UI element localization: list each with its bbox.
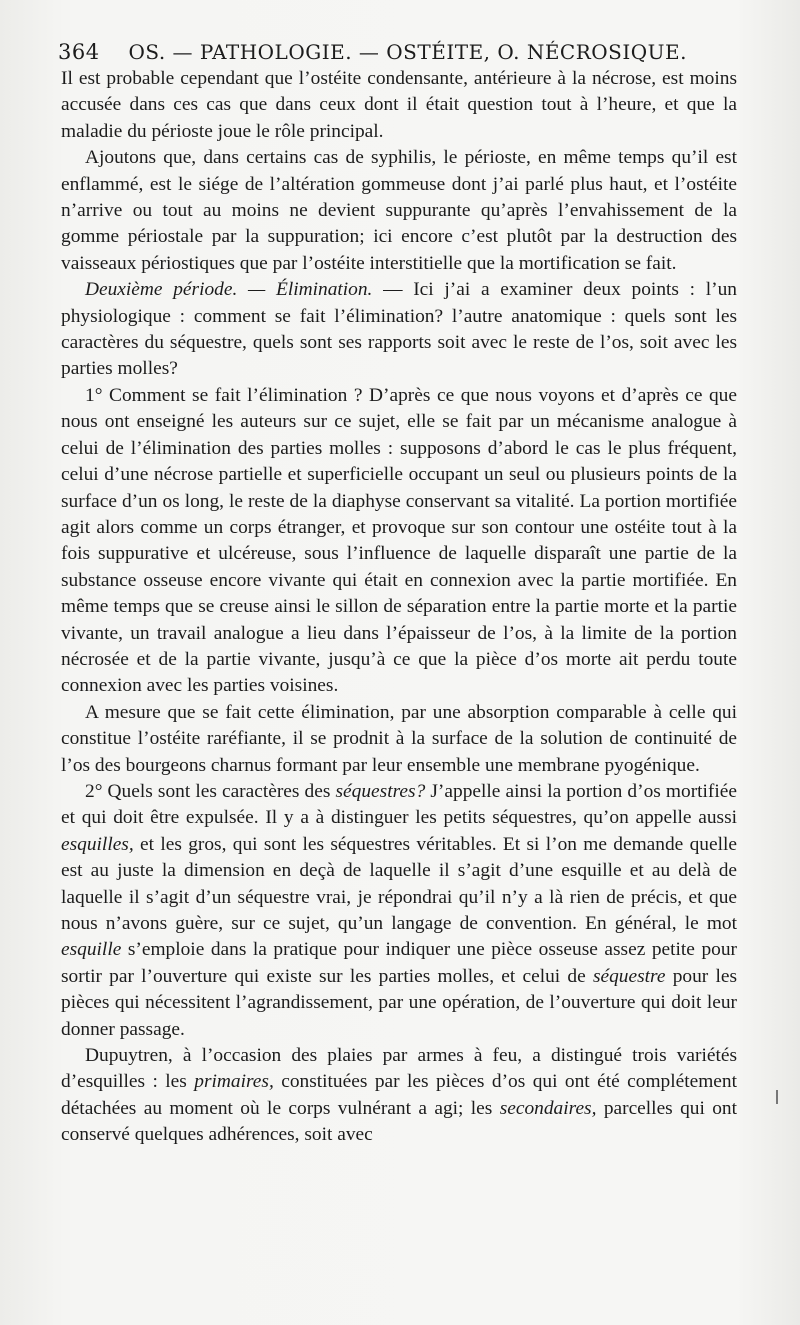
paragraph-p1: [61, 66, 737, 145]
paragraph-p7: [61, 1043, 737, 1149]
italic-term: secondaires,: [499, 1097, 597, 1119]
italic-term: esquille: [61, 939, 122, 961]
text-run: s’emploie dans la pratique pour indiquer une pièce osseuse assez petite pour sortir par l’ouverture qui existe sur les parties molles, et celui de: [61, 939, 737, 987]
text-run: 1° Comment se fait l’élimination ? D’après ce que nous voyons et d’après ce que nous ont enseigné les auteurs sur ce sujet, elle se fait par un mécanisme analogue à celui de l’élimination des parties molles : supposons d’abord le cas le plus fréquent, celui d’une nécrose partielle et superficielle occupant un seul ou plusieurs points de la surface d’un os long, le reste de la diaphyse conservant sa vitalité. La portion mortifiée agit alors comme un corps étranger, et provoque sur son contour une ostéite tout à la fois suppurative et ulcéreuse, sous l’influence de laquelle disparaît une partie de la substance osseuse encore vivante qui était en connexion avec la partie mortifiée. En même temps que se creuse ainsi le sillon de séparation entre la partie morte et la partie vivante, un travail analogue a lieu dans l’épaisseur de l’os, à la limite de la portion nécrosée et de la partie vivante, jusqu’à ce que la pièce d’os morte ait perdu toute connexion avec les parties voisines.: [61, 384, 737, 697]
italic-term: Deuxième période. — Élimination.: [85, 279, 373, 301]
text-run: Il est probable cependant que l’ostéite condensante, antérieure à la nécrose, est moins accusée dans ces cas que dans ceux dont il était question tout à l’heure, et que la maladie du périoste joue le rôle principal.: [61, 68, 737, 142]
text-run: Dupuytren, à l’occasion des plaies par armes à feu, a distingué trois variétés d’esquilles : les: [61, 1045, 737, 1093]
italic-term: séquestres?: [335, 780, 426, 802]
text-run: — Ici j’ai a examiner deux points : l’un physiologique : comment se fait l’élimination? l’autre anatomique : quels sont les caractères du séquestre, quels sont ses rapports soit avec le reste de l’os, soit avec les parties molles?: [61, 279, 737, 380]
paragraph-p3: [61, 277, 737, 383]
text-run: 2° Quels sont les caractères des: [85, 780, 336, 802]
italic-term: esquilles,: [61, 833, 134, 855]
body-text: [61, 66, 737, 1149]
running-header: [58, 40, 748, 64]
paragraph-p5: [61, 700, 737, 779]
text-run: parcelles qui ont conservé quelques adhérences, soit avec: [61, 1097, 737, 1146]
text-run: constituées par les pièces d’os qui ont été complétement détachées au moment où le corps vulnérant a agi; les: [61, 1071, 737, 1119]
text-run: et les gros, qui sont les séquestres véritables. Et si l’on me demande quelle est au juste la dimension en deçà de laquelle il s’agit d’une esquille et au delà de laquelle il s’agit d’un séquestre vrai, je répondrai qu’il n’y a là rien de précis, et que nous n’avons guère, sur ce sujet, qu’un langage de convention. En général, le mot: [61, 833, 737, 934]
italic-term: primaires,: [194, 1071, 274, 1093]
paragraph-p2: [61, 145, 737, 277]
text-run: Ajoutons que, dans certains cas de syphilis, le périoste, en même temps qu’il est enflammé, est le siége de l’altération gommeuse dont j’ai parlé plus haut, et l’ostéite n’arrive ou tout au moins ne devient suppurante qu’après l’envahissement de la gomme périostale par la suppuration; ici encore c’est plutôt par la destruction des vaisseaux périostiques que par l’ostéite interstitielle que la mortification se fait.: [61, 147, 737, 274]
paragraph-p6: [61, 779, 737, 1043]
margin-mark: [776, 1090, 778, 1104]
paragraph-p4: [61, 383, 737, 700]
page-number: 364: [58, 40, 100, 64]
italic-term: séquestre: [592, 965, 666, 987]
text-run: A mesure que se fait cette élimination, par une absorption comparable à celle qui constitue l’ostéite raréfiante, il se prodnit à la surface de la solution de continuité de l’os des bourgeons charnus formant par leur ensemble une membrane pyogénique.: [61, 701, 737, 776]
text-run: pour les pièces qui nécessitent l’agrandissement, par une opération, de l’ouverture qui doit leur donner passage.: [61, 965, 738, 1040]
running-title: OS. — PATHOLOGIE. — OSTÉITE, O. NÉCROSIQUE.: [128, 40, 687, 64]
text-run: J’appelle ainsi la portion d’os mortifiée et qui doit être expulsée. Il y a à distinguer les petits séquestres, qu’on appelle aussi: [61, 780, 737, 829]
